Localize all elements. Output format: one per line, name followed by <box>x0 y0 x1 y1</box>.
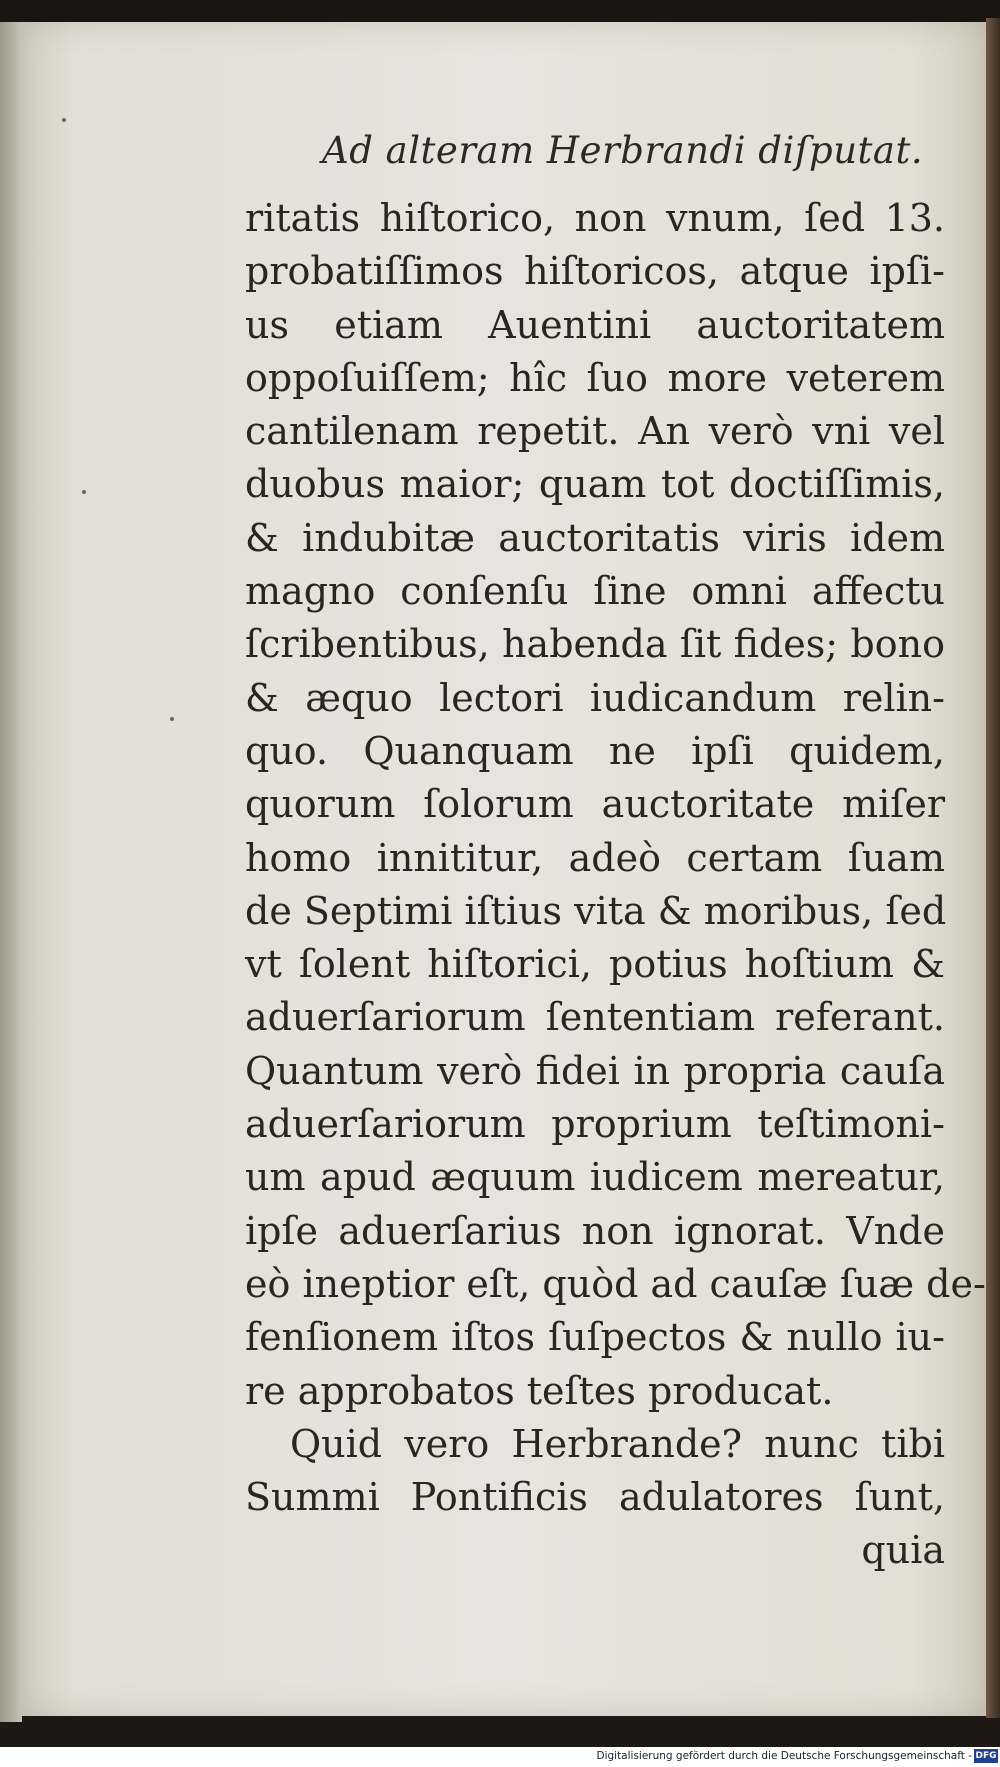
catchword: quia <box>861 1528 945 1573</box>
text-line: ritatis hiſtorico, non vnum, ſed 13. <box>245 196 945 240</box>
text-line: Summi Pontificis adulatores ſunt, <box>245 1475 945 1520</box>
text-line: quorum ſolorum auctoritate miſer <box>245 782 945 827</box>
text-line: fenſionem iſtos ſuſpectos & nullo iu- <box>245 1315 945 1360</box>
book-page <box>20 22 986 1716</box>
text-line: & indubitæ auctoritatis viris idem <box>245 515 945 560</box>
paper-speck <box>62 118 66 122</box>
text-line: ipſe aduerſarius non ignorat. Vnde <box>245 1208 945 1253</box>
text-line: probatiſſimos hiſtoricos, atque ipſi- <box>245 249 945 294</box>
facing-page-edge <box>0 22 22 1722</box>
text-line: re approbatos teſtes producat. <box>245 1368 834 1413</box>
text-line: ſcribentibus, habenda ſit fides; bono <box>245 622 945 667</box>
text-line: & æquo lectori iudicandum relin- <box>245 675 945 720</box>
text-line: Quid vero Herbrande? nunc tibi <box>290 1421 945 1466</box>
text-line: aduerſariorum ſententiam referant. <box>245 995 945 1040</box>
body-text <box>245 192 986 1578</box>
text-line: duobus maior; quam tot doctiſſimis, <box>245 462 945 507</box>
running-head: Ad alteram Herbrandi diſputat. <box>322 129 924 172</box>
text-line: aduerſariorum proprium teſtimoni- <box>245 1102 945 1147</box>
text-line: de Septimi iſtius vita & moribus, ſed <box>245 888 947 933</box>
text-line: magno conſenſu ſine omni affectu <box>245 569 945 614</box>
text-line: Quantum verò fidei in propria cauſa <box>245 1048 945 1093</box>
book-binding-edge <box>986 18 1000 1718</box>
text-line: um apud æquum iudicem mereatur, <box>245 1155 945 1200</box>
text-line: cantilenam repetit. An verò vni vel <box>245 409 945 454</box>
text-line: homo innititur, adeò certam ſuam <box>245 835 945 880</box>
text-line: vt ſolent hiſtorici, potius hoſtium & <box>245 942 945 987</box>
paper-speck <box>170 717 174 721</box>
paper-speck <box>82 490 86 494</box>
text-line: eò ineptior eſt, quòd ad cauſæ ſuæ de- <box>245 1261 986 1306</box>
dfg-logo: DFG <box>975 1751 997 1761</box>
text-line: oppoſuiſſem; hîc ſuo more veterem <box>245 355 945 400</box>
digitization-credit: Digitalisierung gefördert durch die Deutsche Forschungsgemeinschaft - <box>596 1750 972 1762</box>
text-line: quo. Quanquam ne ipſi quidem, <box>245 728 945 773</box>
text-line: us etiam Auentini auctoritatem <box>245 302 945 347</box>
